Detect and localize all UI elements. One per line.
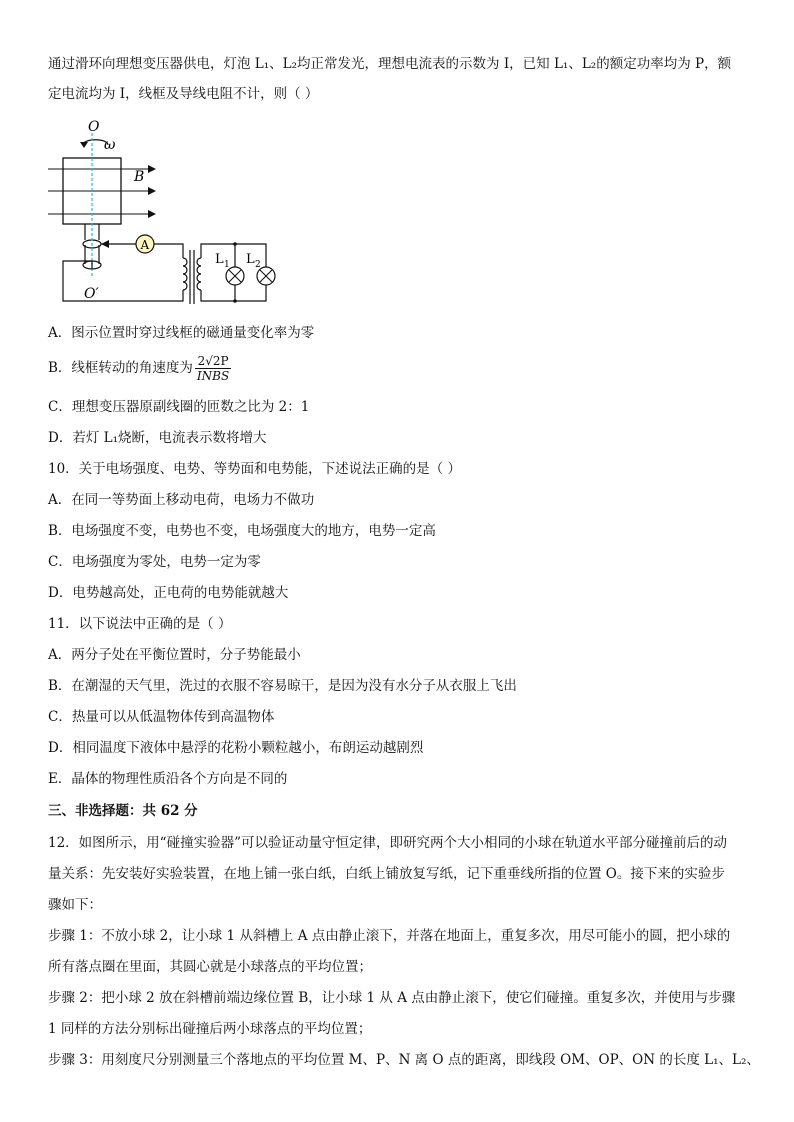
lamp-l1-subscript: 1 [224,260,230,270]
section-title: 三、非选择题：共 62 分 [48,803,198,819]
q12-line-3: 骤如下： [48,897,102,913]
lamp-l2-label: L [246,252,255,267]
q11-option-e: E．晶体的物理性质沿各个方向是不同的 [48,771,288,787]
ammeter-label: A [140,238,150,252]
rotation-arrow-head-icon [80,142,88,148]
q9-option-d: D．若灯 L₁烧断，电流表示数将增大 [48,430,267,446]
q9-option-c: C．理想变压器原副线圈的匝数之比为 2：1 [48,399,310,415]
q10-option-c: C．电场强度为零处，电势一定为零 [48,554,261,570]
generator-transformer-diagram [48,118,278,312]
q9-option-b-text: B．线框转动的角速度为 [48,360,193,376]
field-arrow-2-icon [148,187,156,195]
intro-line-1: 通过滑环向理想变压器供电，灯泡 L₁、L₂均正常发光，理想电流表的示数为 I，已知 L₁、L₂的额定功率均为 P，额 [48,56,732,72]
lamp-l1-label: L [215,252,224,267]
axis-top-label: O [88,119,100,135]
fraction-numerator: 2√2P [195,354,231,369]
q11-option-c: C．热量可以从低温物体传到高温物体 [48,709,275,725]
ammeter-wire-arrow-icon [101,240,109,248]
q9-option-a: A．图示位置时穿过线框的磁通量变化率为零 [48,325,315,341]
q12-step-1-line-1: 步骤 1：不放小球 2，让小球 1 从斜槽上 A 点由静止滚下，并落在地面上，重复多次，用尽可能小的圆，把小球的 [48,928,731,944]
q11-option-d: D．相同温度下液体中悬浮的花粉小颗粒越小，布朗运动越剧烈 [48,740,424,756]
fraction-denominator: INBS [196,369,230,383]
axis-bottom-label: O′ [84,286,99,302]
q9-option-b [48,354,231,383]
q12-step-2-line-1: 步骤 2：把小球 2 放在斜槽前端边缘位置 B，让小球 1 从 A 点由静止滚下，使它们碰撞。重复多次，并使用与步骤 [48,990,736,1006]
q12-line-2: 量关系：先安装好实验装置，在地上铺一张白纸，白纸上铺放复写纸，记下重垂线所指的位置 O。接下来的实验步 [48,866,725,882]
field-arrow-3-icon [148,210,156,218]
q12-step-2-line-2: 1 同样的方法分别标出碰撞后两小球落点的平均位置； [48,1021,372,1037]
q10-option-b: B．电场强度不变，电势也不变，电场强度大的地方，电势一定高 [48,523,436,539]
angular-velocity-fraction [195,354,231,383]
lamp-l2-subscript: 2 [255,260,261,270]
primary-coil [183,258,187,290]
field-b-label: B [134,169,145,185]
q12-step-1-line-2: 所有落点圈在里面，其圆心就是小球落点的平均位置； [48,959,372,975]
intro-line-2: 定电流均为 I，线框及导线电阻不计，则（ ） [48,86,319,102]
q10-option-d: D．电势越高处，正电荷的电势能就越大 [48,585,289,601]
q11-option-b: B．在潮湿的天气里，洗过的衣服不容易晾干，是因为没有水分子从衣服上飞出 [48,678,517,694]
secondary-coil [197,258,201,290]
q10-option-a: A．在同一等势面上移动电荷，电场力不做功 [48,492,315,508]
q10-stem: 10．关于电场强度、电势、等势面和电势能，下述说法正确的是（ ） [48,461,461,477]
q12-line-1: 12．如图所示，用“碰撞实验器”可以验证动量守恒定律，即研究两个大小相同的小球在轨道水平部分碰撞前后的动 [48,835,727,851]
q12-step-3-line-1: 步骤 3：用刻度尺分别测量三个落地点的平均位置 M、P、N 离 O 点的距离，即线段 OM、OP、ON 的长度 L₁、L₂、 [48,1052,760,1068]
omega-label: ω [104,137,116,153]
q11-option-a: A．两分子处在平衡位置时，分子势能最小 [48,647,301,663]
q11-stem: 11．以下说法中正确的是（ ） [48,616,232,632]
field-arrow-1-icon [148,165,156,173]
